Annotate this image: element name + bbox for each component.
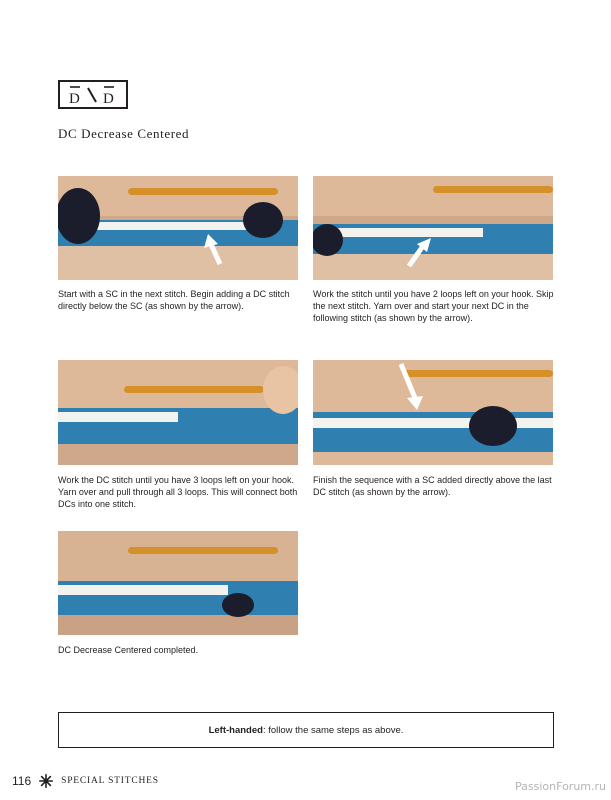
left-handed-note (58, 712, 554, 748)
step-2-caption: Work the stitch until you have 2 loops left on your hook. Skip the next stitch. Yarn over and start your next DC in the following stitch (as shown by the arrow). (313, 289, 554, 324)
page-number: 116 (12, 774, 32, 788)
step-3-caption: Work the DC stitch until you have 3 loops left on your hook. Yarn over and pull through all 3 loops. This will connect both DCs into one stitch. (58, 475, 298, 510)
step-4-caption: Finish the sequence with a SC added directly above the last DC stitch (as shown by the arrow). (313, 475, 552, 498)
step-2-photo (313, 176, 553, 280)
svg-text:D: D (69, 91, 80, 107)
step-5-photo (58, 531, 298, 635)
star-burst-icon (39, 774, 53, 788)
step-1-photo (58, 176, 298, 280)
step-1-caption: Start with a SC in the next stitch. Begin adding a DC stitch directly below the SC (as shown by the arrow). (58, 289, 290, 312)
page-title: DC Decrease Centered (58, 126, 190, 141)
page-footer (12, 772, 159, 790)
step-3-photo (58, 360, 298, 465)
dc-decrease-symbol-icon (60, 82, 126, 107)
step-4-photo (313, 360, 553, 465)
svg-text:D: D (103, 91, 114, 107)
stitch-symbol-box (58, 80, 128, 109)
section-name: SPECIAL STITCHES (61, 776, 159, 786)
watermark: PassionForum.ru (515, 780, 606, 793)
note-text: : follow the same steps as above. (262, 724, 404, 736)
step-5-caption: DC Decrease Centered completed. (58, 645, 199, 655)
note-label: Left-handed (208, 724, 263, 736)
